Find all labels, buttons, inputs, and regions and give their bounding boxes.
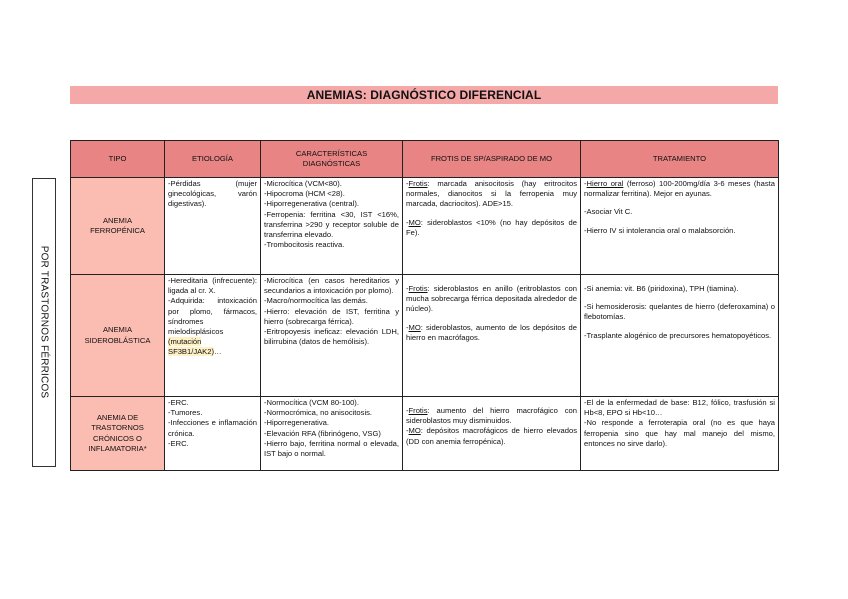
smear-label: Frotis: [408, 179, 428, 188]
treatment-label: Hierro oral: [586, 179, 624, 188]
type-text: ANEMIA DE TRASTORNOS CRÓNICOS O INFLAMATORIA*: [88, 413, 147, 453]
smear-text: : marcada anisocitosis (hay eritrocitos normales, dianocitos si la ferropenia muy marcada, dacriocitos). ADE>15.: [406, 179, 577, 209]
smear-text: : aumento del hierro macrofágico con sideroblastos muy disminuidos.: [406, 406, 577, 426]
smear-line: -MO: sideroblastos, aumento de los depósitos de hierro en macrófagos.: [406, 322, 577, 342]
etiology-cell: [165, 275, 261, 397]
smear-label: MO: [408, 426, 421, 436]
smear-label: MO: [408, 217, 421, 227]
diagnostic-line: -Hierro: elevación de IST, ferritina y hierro (sobrecarga férrica).: [264, 306, 399, 326]
header-diagnostic-text: CARACTERÍSTICAS DIAGNÓSTICAS: [295, 148, 368, 168]
treatment-line: -No responde a ferroterapia oral (no es que haya ferropenia sino que hay mal manejo del mismo, entonces no sirve darlo).: [584, 418, 775, 448]
treatment-cell: [581, 275, 779, 397]
smear-text: : depósitos macrofágicos de hierro elevados (DD con anemia ferropénica).: [406, 426, 577, 446]
table-row: [71, 178, 779, 275]
treatment-cell: [581, 178, 779, 275]
header-treatment: TRATAMIENTO: [581, 141, 779, 178]
etiology-highlight: (mutación SF3B1/JAK2): [168, 337, 215, 357]
type-cell: [71, 178, 165, 275]
type-cell: [71, 275, 165, 397]
smear-line: -Frotis: aumento del hierro macrofágico con sideroblastos muy disminuidos.: [406, 406, 577, 426]
treatment-line: -El de la enfermedad de base: B12, fólico, trasfusión si Hb<8, EPO si Hb<10…: [584, 398, 775, 418]
smear-cell: [403, 275, 581, 397]
diagnostic-line: -Hiporregenerativa.: [264, 418, 329, 428]
table-header-row: [71, 141, 779, 178]
treatment-line: -Asociar Vit C.: [584, 207, 633, 217]
etiology-text: -Adquirida: intoxicación por plomo, fármacos, síndromes mielodisplásicos: [168, 296, 257, 337]
diagnostic-line: -Microcítica (VCM<80).: [264, 179, 342, 188]
diagnostic-line: -Hiporregenerativa (central).: [264, 199, 359, 209]
treatment-line: -Hierro oral (ferroso) 100-200mg/día 3-6 meses (hasta normalizar ferritina). Mejor en ayunas.: [584, 179, 775, 199]
etiology-cell: [165, 397, 261, 471]
smear-label: MO: [408, 322, 421, 332]
differential-table: [70, 140, 779, 471]
etiology-line: [168, 296, 257, 357]
type-cell: [71, 397, 165, 471]
type-text: ANEMIA SIDEROBLÁSTICA: [84, 325, 151, 345]
diagnostic-cell: [261, 275, 403, 397]
treatment-line: -Si hemosiderosis: quelantes de hierro (deferoxamina) o flebotomías.: [584, 302, 775, 322]
etiology-line: -Tumores.: [168, 408, 203, 418]
etiology-line: -ERC.: [168, 438, 189, 448]
diagnostic-line: -Elevación RFA (fibrinógeno, VSG): [264, 428, 381, 438]
diagnostic-cell: [261, 397, 403, 471]
diagnostic-line: -Hipocroma (HCM <28).: [264, 189, 345, 199]
etiology-cell: [165, 178, 261, 275]
diagnostic-line: -Trombocitosis reactiva.: [264, 240, 345, 250]
smear-text: : sideroblastos, aumento de los depósitos de hierro en macrófagos.: [406, 322, 577, 342]
table-row: [71, 275, 779, 397]
treatment-line: -Trasplante alogénico de precursores hematopoyéticos.: [584, 330, 772, 340]
etiology-line: -ERC.: [168, 398, 189, 407]
page-title: ANEMIAS: DIAGNÓSTICO DIFERENCIAL: [70, 86, 778, 104]
smear-line: -MO: sideroblastos <10% (no hay depósitos de Fe).: [406, 217, 577, 237]
smear-cell: [403, 397, 581, 471]
treatment-line: -Si anemia: vit. B6 (piridoxina), TPH (tiamina).: [584, 284, 739, 293]
smear-line: -Frotis: marcada anisocitosis (hay eritrocitos normales, dianocitos si la ferropenia muy marcada, dacriocitos). ADE>15.: [406, 179, 577, 209]
header-diagnostic: [261, 141, 403, 178]
smear-text: : sideroblastos <10% (no hay depósitos de Fe).: [406, 217, 577, 237]
etiology-line: -Hereditaria (infrecuente): ligada al cr. X.: [168, 276, 257, 296]
type-text: ANEMIA FERROPÉNICA: [90, 215, 145, 235]
diagnostic-line: -Hierro bajo, ferritina normal o elevada, IST bajo o normal.: [264, 438, 399, 459]
smear-line: -MO: depósitos macrofágicos de hierro elevados (DD con anemia ferropénica).: [406, 426, 577, 446]
diagnostic-line: -Macro/normocítica las demás.: [264, 296, 368, 306]
header-smear: FROTIS DE SP/ASPIRADO DE MO: [403, 141, 581, 178]
diagnostic-cell: [261, 178, 403, 275]
diagnostic-line: -Eritropoyesis ineficaz: elevación LDH, bilirrubina (datos de hemólisis).: [264, 327, 399, 347]
diagnostic-line: -Microcítica (en casos hereditarios y secundarios a intoxicación por plomo).: [264, 276, 399, 296]
treatment-line: -Hierro IV si intolerancia oral o malabsorción.: [584, 225, 736, 235]
diagnostic-line: -Normocrómica, no anisocitosis.: [264, 408, 373, 418]
side-label-text: POR TRASTORNOS FÉRRICOS: [38, 245, 50, 398]
etiology-end: …: [214, 347, 222, 357]
treatment-text: (ferroso) 100-200mg/día 3-6 meses (hasta normalizar ferritina). Mejor en ayunas.: [584, 179, 775, 199]
table-row: [71, 397, 779, 471]
etiology-line: -Infecciones e inflamación crónica.: [168, 418, 257, 438]
header-etiology: ETIOLOGÍA: [165, 141, 261, 178]
smear-label: Frotis: [408, 406, 428, 415]
side-label: [33, 178, 55, 465]
smear-label: Frotis: [408, 284, 428, 293]
diagnostic-line: -Normocítica (VCM 80-100).: [264, 398, 359, 407]
treatment-cell: [581, 397, 779, 471]
etiology-line: -Pérdidas (mujer ginecológicas, varón digestivas).: [168, 179, 257, 209]
smear-text: : sideroblastos en anillo (eritroblastos con mucha sobrecarga férrica depositada alrededor de núcleo).: [406, 284, 577, 314]
diagnostic-line: -Ferropenia: ferritina <30, IST <16%, transferrina >290 y receptor soluble de transferrina elevado.: [264, 209, 399, 240]
header-type: TIPO: [71, 141, 165, 178]
smear-line: -Frotis: sideroblastos en anillo (eritroblastos con mucha sobrecarga férrica depositada alrededor de núcleo).: [406, 284, 577, 314]
smear-cell: [403, 178, 581, 275]
